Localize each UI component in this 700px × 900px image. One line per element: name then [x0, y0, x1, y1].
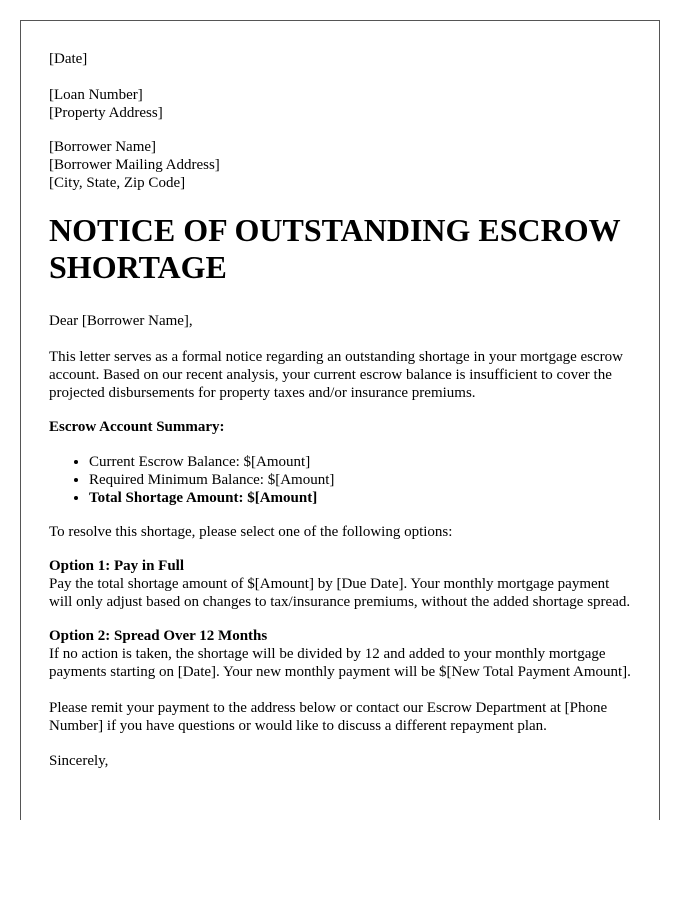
- summary-item-total-shortage: • Total Shortage Amount: $[Amount]: [89, 489, 631, 507]
- loan-number: [Loan Number]: [49, 87, 143, 103]
- letter-page: [20, 20, 660, 820]
- borrower-name: [Borrower Name]: [49, 139, 157, 155]
- options-intro: To resolve this shortage, please select one of the following options:: [49, 524, 453, 540]
- option-1: [49, 557, 631, 611]
- option-2-body: If no action is taken, the shortage will be divided by 12 and added to your monthly mortgage payments starting on [Date]. Your new monthly payment will be $[New Total Payment Amount].: [49, 646, 631, 680]
- intro-paragraph: This letter serves as a formal notice regarding an outstanding shortage in your mortgage escrow account. Based on our recent analysis, your current escrow balance is insufficient to cover the projected disbursements for property taxes and/or insurance premiums.: [49, 349, 623, 401]
- summary-item-required-minimum: • Required Minimum Balance: $[Amount]: [89, 471, 631, 489]
- remit-paragraph: Please remit your payment to the address below or contact our Escrow Department at [Phone Number] if you have questions or would like to discuss a different repayment plan.: [49, 700, 608, 734]
- summary-list: [49, 453, 631, 507]
- city-state-zip: [City, State, Zip Code]: [49, 175, 186, 191]
- borrower-info-block: [49, 138, 631, 192]
- option-2-title: Option 2: Spread Over 12 Months: [49, 628, 268, 644]
- summary-title: Escrow Account Summary:: [49, 419, 225, 435]
- summary-item-current-balance: • Current Escrow Balance: $[Amount]: [89, 453, 631, 471]
- option-1-title: Option 1: Pay in Full: [49, 558, 185, 574]
- letter-title: NOTICE OF OUTSTANDING ESCROW SHORTAGE: [49, 212, 621, 285]
- borrower-mailing-address: [Borrower Mailing Address]: [49, 157, 220, 173]
- loan-info-block: [49, 86, 631, 122]
- property-address: [Property Address]: [49, 105, 163, 121]
- closing: Sincerely,: [49, 753, 109, 769]
- option-1-body: Pay the total shortage amount of $[Amount] by [Due Date]. Your monthly mortgage payment will only adjust based on changes to tax/insurance premiums, without the added shortage spread.: [49, 576, 631, 610]
- option-2: [49, 627, 631, 681]
- greeting: Dear [Borrower Name],: [49, 313, 193, 329]
- date-line: [Date]: [49, 51, 88, 67]
